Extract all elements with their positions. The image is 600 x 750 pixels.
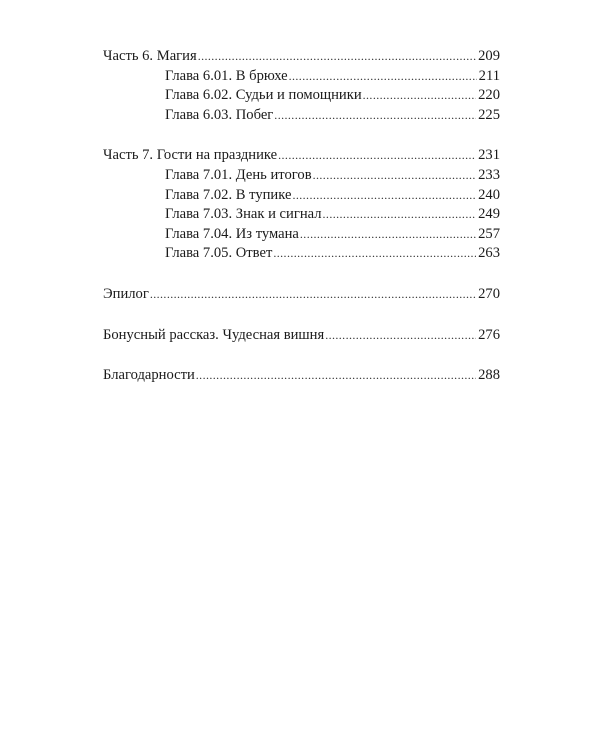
toc-entry[interactable]	[103, 205, 500, 225]
toc-section-acknowledgements	[103, 366, 500, 386]
dot-leader	[198, 47, 476, 67]
toc-section-epilogue	[103, 285, 500, 305]
toc-entry-page: 270	[478, 285, 500, 302]
toc-entry-page: 209	[478, 48, 500, 64]
dot-leader	[274, 106, 476, 126]
toc-entry-title: Эпилог	[103, 285, 149, 302]
toc-entry[interactable]	[103, 326, 500, 346]
toc-entry-title: Глава 7.02. В тупике	[165, 186, 292, 203]
toc-entry[interactable]	[103, 366, 500, 386]
toc-entry-title: Глава 7.03. Знак и сигнал	[165, 206, 322, 223]
toc-entry[interactable]	[103, 166, 500, 186]
toc-entry-title: Часть 6. Магия	[103, 48, 197, 64]
dot-leader	[323, 205, 477, 225]
toc-entry-title: Часть 7. Гости на празднике	[103, 147, 278, 164]
toc-entry[interactable]	[103, 146, 500, 166]
toc-entry-title: Глава 7.04. Из тумана	[165, 225, 299, 242]
toc-entry-title: Глава 6.01. В брюхе	[165, 67, 288, 84]
toc-section-part-6	[103, 47, 500, 125]
dot-leader	[363, 86, 476, 106]
dot-leader	[300, 225, 476, 245]
toc-entry[interactable]	[103, 86, 500, 106]
toc-entry[interactable]	[103, 47, 500, 67]
dot-leader	[196, 366, 476, 386]
toc-entry-title: Благодарности	[103, 367, 195, 384]
table-of-contents	[103, 47, 500, 407]
dot-leader	[292, 186, 476, 206]
dot-leader	[150, 285, 476, 305]
dot-leader	[313, 166, 477, 186]
toc-entry-title: Глава 6.03. Побег	[165, 106, 274, 123]
toc-entry-page: 257	[478, 225, 500, 242]
dot-leader	[278, 146, 476, 166]
toc-entry-title: Глава 7.05. Ответ	[165, 245, 273, 262]
toc-entry[interactable]	[103, 186, 500, 206]
toc-entry-title: Глава 6.02. Судьи и помощники	[165, 87, 362, 104]
toc-entry-page: 249	[478, 206, 500, 223]
toc-entry-page: 225	[478, 106, 500, 123]
toc-entry-page: 233	[478, 166, 500, 183]
toc-entry-page: 263	[478, 245, 500, 262]
dot-leader	[273, 244, 476, 264]
toc-entry-title: Глава 7.01. День итогов	[165, 166, 312, 183]
toc-entry-page: 288	[478, 367, 500, 384]
toc-section-bonus	[103, 326, 500, 346]
toc-entry-page: 220	[478, 87, 500, 104]
toc-entry[interactable]	[103, 106, 500, 126]
toc-entry[interactable]	[103, 67, 500, 87]
toc-entry[interactable]	[103, 225, 500, 245]
toc-entry-page: 240	[478, 186, 500, 203]
toc-section-part-7	[103, 146, 500, 264]
toc-entry-title: Бонусный рассказ. Чудесная вишня	[103, 326, 325, 343]
toc-entry[interactable]	[103, 285, 500, 305]
toc-entry-page: 231	[478, 147, 500, 164]
toc-entry-page: 276	[478, 326, 500, 343]
toc-entry[interactable]	[103, 244, 500, 264]
toc-entry-page: 211	[478, 67, 500, 84]
dot-leader	[289, 67, 477, 87]
dot-leader	[325, 326, 476, 346]
